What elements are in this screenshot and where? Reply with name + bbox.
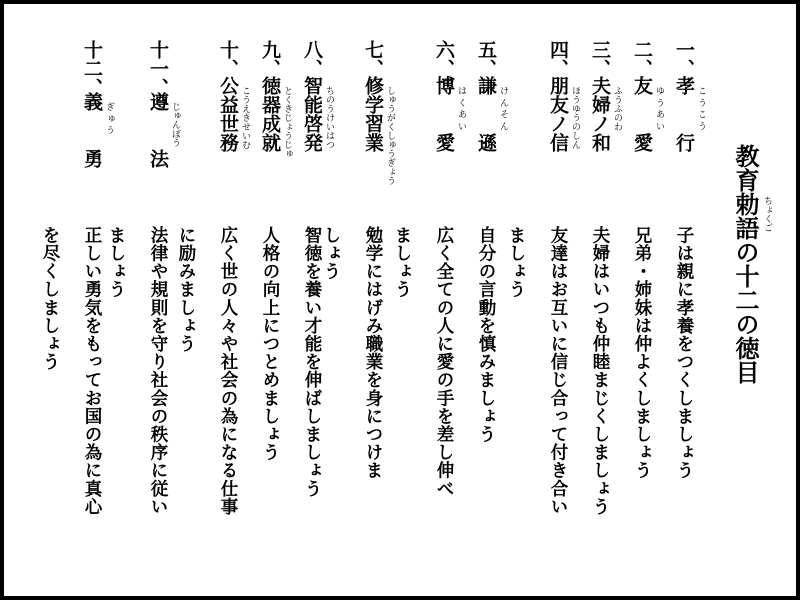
item-number: 二、 (631, 40, 653, 78)
item-number: 七、 (362, 40, 384, 78)
virtue-reading: こ う こ う (696, 86, 706, 131)
item-number: 五、 (475, 40, 497, 78)
virtue-reading: じゅんぽう (170, 102, 180, 147)
virtue-description: ましょう (506, 226, 526, 299)
virtue-description: 子は親に孝養をつくしましょう (674, 226, 694, 480)
virtue-name: 朋友ノ信 (547, 76, 569, 152)
virtue-description: ましょう (392, 226, 412, 299)
page-title: 教育勅語の十二の徳目 (731, 144, 760, 384)
item-number: 十、 (217, 40, 239, 78)
virtue-name: 孝 行 (673, 76, 695, 152)
virtue-description: 兄弟・姉妹は仲よくしましょう (632, 226, 652, 480)
item-number: 八、 (301, 40, 323, 78)
item-number: 九、 (259, 40, 281, 78)
virtue-description: に励みましょう (176, 226, 196, 353)
virtue-name: 徳器成就 (259, 76, 281, 152)
item-number: 六、 (433, 40, 455, 78)
virtue-reading: ゆ う あ い (654, 86, 664, 131)
virtue-reading: け ん そ ん (498, 86, 508, 131)
virtue-name: 義 勇 (81, 92, 103, 168)
virtue-description: 勉学にはげみ職業を身につけま (363, 226, 383, 480)
item-number: 十二、 (81, 40, 103, 97)
virtue-name: 謙 遜 (475, 76, 497, 152)
virtue-reading: ふうふのわ (612, 86, 622, 131)
virtue-reading: ちのうけいはつ (324, 86, 334, 149)
virtue-description: 法律や規則を守り社会の秩序に従い (148, 226, 168, 516)
virtue-reading: しゅうがくしゅうぎょう (385, 86, 395, 185)
virtue-name: 遵 法 (147, 92, 169, 168)
virtue-description: 正しい勇気をもってお国の為に真心 (82, 226, 102, 516)
virtue-name: 公益世務 (217, 76, 239, 152)
virtue-reading: ぎ ゅ う (104, 102, 114, 135)
item-number: 十一、 (147, 40, 169, 97)
virtue-name: 友 愛 (631, 76, 653, 152)
virtue-description: 広く全ての人に愛の手を差し伸べ (434, 226, 454, 498)
virtue-name: 修学習業 (362, 76, 384, 152)
virtue-description: ましょう (106, 226, 126, 299)
title-ruby: ちょくご (762, 196, 772, 232)
virtue-description: を尽くしましょう (40, 226, 60, 371)
virtue-description: 広く世の人々や社会の為になる仕事 (218, 226, 238, 516)
virtue-reading: こうえきせいむ (240, 86, 250, 149)
virtue-name: 夫婦ノ和 (589, 76, 611, 152)
virtue-name: 博 愛 (433, 76, 455, 152)
virtue-description: 智徳を養い才能を伸ばしましょう (302, 226, 322, 498)
virtue-description: しょう (321, 226, 341, 281)
virtue-description: 人格の向上につとめましょう (260, 226, 280, 462)
virtue-reading: ほうゆうのしん (570, 86, 580, 149)
virtue-reading: とくきじょうじゅ (282, 86, 292, 158)
virtue-description: 夫婦はいつも仲睦まじくしましょう (590, 226, 610, 516)
item-number: 四、 (547, 40, 569, 78)
virtue-name: 智能啓発 (301, 76, 323, 152)
virtue-description: 友達はお互いに信じ合って付き合い (548, 226, 568, 516)
virtue-reading: は く あ い (456, 86, 466, 131)
virtue-description: 自分の言動を慎みましょう (476, 226, 496, 444)
item-number: 一、 (673, 40, 695, 78)
item-number: 三、 (589, 40, 611, 78)
